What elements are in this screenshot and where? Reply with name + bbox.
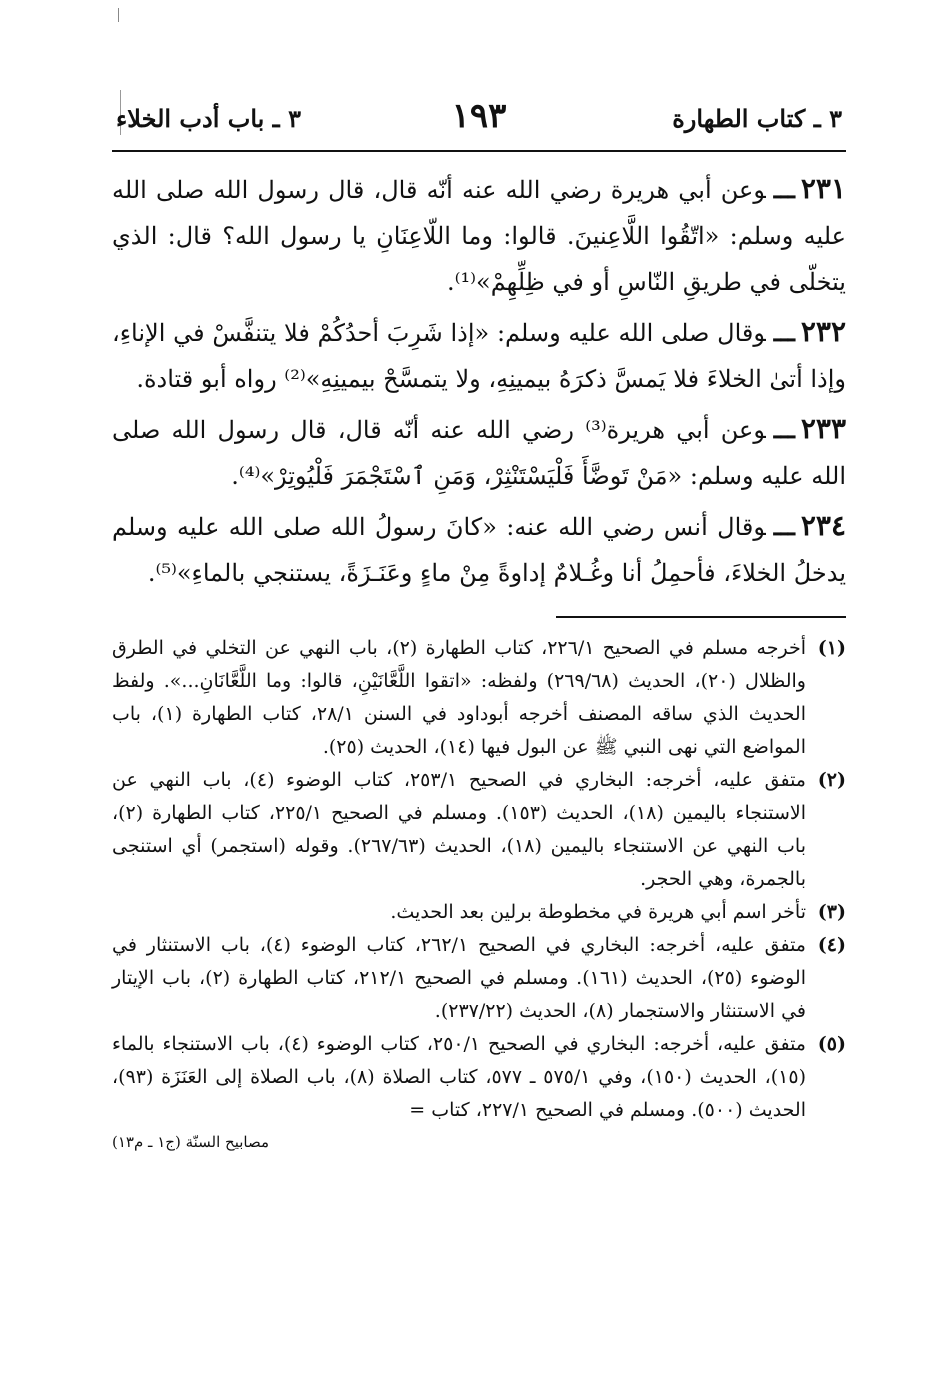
hadith-text: وعن أبي هريرة⁽³⁾ رضي الله عنه أنّه قال، قال رسول الله صلى الله عليه وسلم: «مَنْ تَوضَّأَ فَلْيَسْتَنْثِرْ، وَمَنِ ٱسْتَجْمَرَ فَلْيُوتِرْ»⁽⁴⁾. (112, 416, 846, 490)
footnote-text: أخرجه مسلم في الصحيح ٢٢٦/١، كتاب الطهارة (٢)، باب النهي عن التخلي في الطرق والظلال (٢٠)، الحديث (٢٦٩/٦٨) ولفظه: «اتقوا اللَّعَّانَيْنِ، قالوا: وما اللَّعَّانَانِ...». ولفظ الحديث الذي ساقه المصنف أخرجه أبوداود في السنن ٢٨/١، كتاب الطهارة (١)، باب المواضع التي نهى النبي ﷺ عن البول فيها (١٤)، الحديث (٢٥). (112, 637, 806, 758)
hadith-number: ٢٣٢ (800, 315, 846, 348)
hadith-number: ٢٣٣ (800, 412, 846, 445)
hadith-paragraph (112, 406, 846, 499)
footnote-number: (٣) (817, 901, 846, 923)
footnote-separator (556, 616, 846, 618)
hadith-text: وقال صلى الله عليه وسلم: «إذا شَرِبَ أحدُكُمْ فلا يتنفَّسْ في الإناءِ، وإذا أتىٰ الخلاءَ فلا يَمسَّ ذكرَهُ بيمينِهِ، ولا يتمسَّحْ بيمينِهِ»⁽²⁾ رواه أبو قتادة. (112, 319, 846, 393)
hadith-paragraph (112, 503, 846, 596)
hadith-dash: ـــ (773, 318, 795, 347)
main-text (112, 166, 846, 596)
hadith-paragraph (112, 166, 846, 305)
footnote-text: متفق عليه، أخرجه: البخاري في الصحيح ٢٥٣/١، كتاب الوضوء (٤)، باب النهي عن الاستنجاء باليمين (١٨)، الحديث (١٥٣). ومسلم في الصحيح ٢٢٥/١، كتاب الطهارة (٢)، باب النهي عن الاستنجاء باليمين (١٨)، الحديث (٢٦٧/٦٣). وقوله (استجمر) أي استنجى بالجمرة، وهي الحجر. (112, 769, 807, 890)
footnote (112, 896, 846, 929)
footnote-number: (٢) (817, 769, 846, 791)
header-book-title: ٣ ـ كتاب الطهارة (672, 104, 842, 133)
running-header (112, 96, 846, 152)
footnote-text: متفق عليه، أخرجه: البخاري في الصحيح ٢٦٢/١، كتاب الوضوء (٤)، باب الاستنثار في الوضوء (٢٥)، الحديث (١٦١). ومسلم في الصحيح ٢١٢/١، كتاب الطهارة (٢)، باب الإيتار في الاستنثار والاستجمار (٨)، الحديث (٢٣٧/٢٢). (112, 934, 806, 1022)
hadith-number: ٢٣٤ (800, 509, 846, 542)
footnote-number: (٥) (817, 1033, 846, 1055)
footnote (112, 1028, 846, 1127)
hadith-dash: ـــ (773, 175, 795, 204)
header-chapter-title: ٣ ـ باب أدب الخلاء (116, 104, 301, 133)
hadith-number: ٢٣١ (800, 172, 846, 205)
footnote-text: متفق عليه، أخرجه: البخاري في الصحيح ٢٥٠/١، كتاب الوضوء (٤)، باب الاستنجاء بالماء (١٥)، الحديث (١٥٠)، وفي ٥٧٥/١ ـ ٥٧٧، كتاب الصلاة (٨)، باب الصلاة إلى العَنَزَة (٩٣)، الحديث (٥٠٠). ومسلم في الصحيح ٢٢٧/١، كتاب = (112, 1033, 807, 1121)
hadith-text: وقال أنس رضي الله عنه: «كانَ رسولُ الله صلى الله عليه وسلم يدخلُ الخلاءَ، فأحمِلُ أنا وغُـلامٌ إداوةً مِنْ ماءٍ وعَنَـزَةً، يستنجي بالماءِ»⁽⁵⁾. (112, 513, 846, 587)
hadith-paragraph (112, 309, 846, 402)
footnote (112, 632, 846, 764)
hadith-dash: ـــ (773, 512, 795, 541)
footnote-number: (١) (817, 637, 846, 659)
page-number: ١٩٣ (451, 96, 507, 136)
page (112, 96, 846, 1151)
hadith-dash: ـــ (773, 415, 795, 444)
footnote-number: (٤) (817, 934, 846, 956)
hadith-text: وعن أبي هريرة رضي الله عنه أنّه قال، قال رسول الله صلى الله عليه وسلم: «اتّقُوا اللَّاعِنينَ. قالوا: وما اللّاعِنَانِ يا رسول الله؟ قال: الذي يتخلّى في طريقِ النّاسِ أو في ظِلِّهِمْ»⁽¹⁾. (112, 176, 846, 296)
signature-note: مصابيح السنّة (ج١ ـ م١٣) (112, 1133, 270, 1151)
footnotes (112, 632, 846, 1127)
footnote-text: تأخر اسم أبي هريرة في مخطوطة برلين بعد الحديث. (390, 901, 806, 923)
footnote (112, 929, 846, 1028)
margin-tick (118, 8, 119, 22)
footnote (112, 764, 846, 896)
